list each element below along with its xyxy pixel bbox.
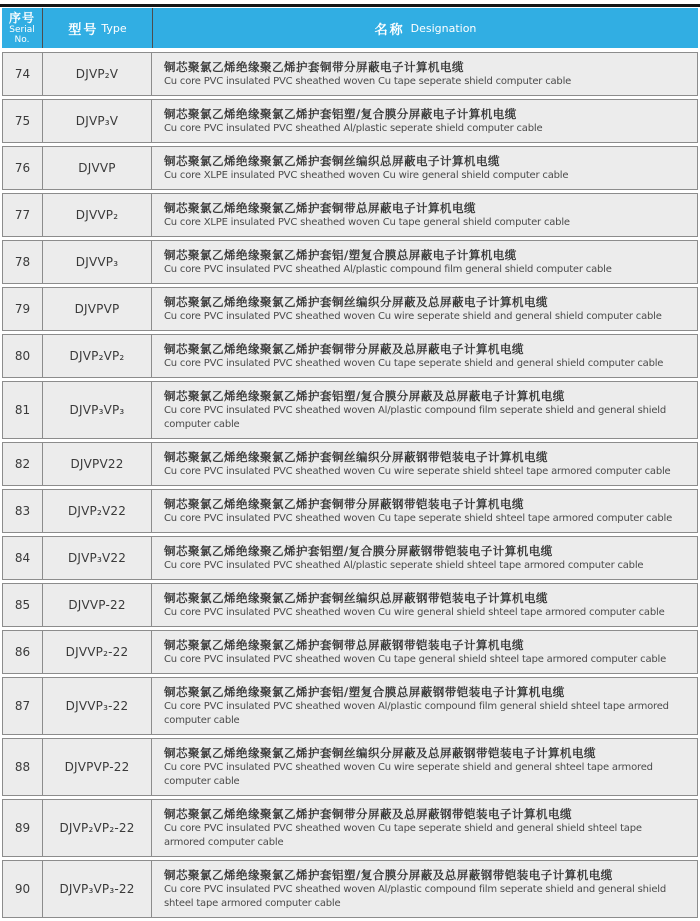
name-english: Cu core PVC insulated PVC sheathed woven Cu tape general shield shteel tape armored computer cable (164, 654, 667, 665)
table-row (2, 99, 698, 143)
serial-cell: 76 (3, 147, 43, 189)
header-name-cn: 名称 (374, 22, 405, 38)
name-english: Cu core PVC insulated PVC sheathed woven Al/plastic compound film seperate shield and general shield shteel tape armored computer cable (164, 884, 666, 909)
type-cell: DJVP₃VP₃ (43, 382, 152, 438)
name-cell (152, 194, 697, 236)
type-cell: DJVVP₂-22 (43, 631, 152, 673)
type-cell: DJVVP₃-22 (43, 678, 152, 734)
name-chinese: 铜芯聚氯乙烯绝缘聚乙烯护套铝塑/复合膜分屏蔽钢带铠装电子计算机电缆 (164, 544, 553, 558)
name-chinese: 铜芯聚氯乙烯绝缘聚氯乙烯护套铝塑/复合膜分屏蔽电子计算机电缆 (164, 107, 517, 121)
serial-cell: 80 (3, 335, 43, 377)
serial-cell: 75 (3, 100, 43, 142)
name-english: Cu core PVC insulated PVC sheathed woven Cu tape seperate shield computer cable (164, 76, 572, 87)
serial-cell: 74 (3, 53, 43, 95)
name-chinese: 铜芯聚氯乙烯绝缘聚氯乙烯护套铜丝编织分屏蔽及总屏蔽电子计算机电缆 (164, 295, 548, 309)
header-serial-col (2, 8, 43, 48)
type-cell: DJVP₂VP₂-22 (43, 800, 152, 856)
type-cell: DJVPV22 (43, 443, 152, 485)
name-english: Cu core PVC insulated PVC sheathed Al/plastic compound film general shield computer cable (164, 264, 612, 275)
header-serial-en2: No. (14, 34, 30, 45)
serial-cell: 87 (3, 678, 43, 734)
type-cell: DJVVP₃ (43, 241, 152, 283)
name-cell (152, 382, 697, 438)
table-row (2, 738, 698, 796)
header-type-cn: 型号 (68, 22, 99, 38)
serial-cell: 82 (3, 443, 43, 485)
name-english: Cu core PVC insulated PVC sheathed woven Al/plastic compound film seperate shield and general shield computer cable (164, 405, 666, 430)
name-cell (152, 241, 697, 283)
table-body (2, 52, 698, 918)
type-cell: DJVP₂VP₂ (43, 335, 152, 377)
header-name-col (153, 8, 698, 48)
header-serial-en1: Serial (9, 24, 35, 35)
table-row (2, 860, 698, 918)
name-chinese: 铜芯聚氯乙烯绝缘聚氯乙烯护套铝/塑复合膜总屏蔽电子计算机电缆 (164, 248, 517, 262)
type-cell: DJVVP (43, 147, 152, 189)
name-cell (152, 631, 697, 673)
type-cell: DJVP₂V22 (43, 490, 152, 532)
table-row (2, 240, 698, 284)
serial-cell: 79 (3, 288, 43, 330)
table-row (2, 146, 698, 190)
table-row (2, 536, 698, 580)
name-chinese: 铜芯聚氯乙烯绝缘聚氯乙烯护套铜带分屏蔽及总屏蔽电子计算机电缆 (164, 342, 524, 356)
name-english: Cu core PVC insulated PVC sheathed woven Cu wire general shield shteel tape armored computer cable (164, 607, 665, 618)
name-chinese: 铜芯聚氯乙烯绝缘聚氯乙烯护套铜带总屏蔽电子计算机电缆 (164, 201, 476, 215)
name-english: Cu core PVC insulated PVC sheathed woven Cu tape seperate shield and general shield shteel tape armored computer cable (164, 823, 642, 848)
name-cell (152, 739, 697, 795)
name-chinese: 铜芯聚氯乙烯绝缘聚氯乙烯护套铜丝编织分屏蔽及总屏蔽钢带铠装电子计算机电缆 (164, 746, 596, 760)
serial-cell: 85 (3, 584, 43, 626)
name-english: Cu core PVC insulated PVC sheathed woven Cu tape seperate shield and general shield computer cable (164, 358, 664, 369)
table-row (2, 193, 698, 237)
name-cell (152, 100, 697, 142)
serial-cell: 89 (3, 800, 43, 856)
table-row (2, 442, 698, 486)
name-chinese: 铜芯聚氯乙烯绝缘聚氯乙烯护套铝/塑复合膜总屏蔽钢带铠装电子计算机电缆 (164, 685, 565, 699)
name-cell (152, 584, 697, 626)
header-serial-cn: 序号 (8, 10, 35, 25)
type-cell: DJVVP-22 (43, 584, 152, 626)
name-cell (152, 537, 697, 579)
name-cell (152, 490, 697, 532)
name-chinese: 铜芯聚氯乙烯绝缘聚氯乙烯护套铜带总屏蔽钢带铠装电子计算机电缆 (164, 638, 524, 652)
name-cell (152, 335, 697, 377)
name-chinese: 铜芯聚氯乙烯绝缘聚氯乙烯护套铜丝编织总屏蔽钢带铠装电子计算机电缆 (164, 591, 548, 605)
table-row (2, 334, 698, 378)
serial-cell: 78 (3, 241, 43, 283)
table-row (2, 630, 698, 674)
serial-cell: 81 (3, 382, 43, 438)
type-cell: DJVP₃V (43, 100, 152, 142)
type-cell: DJVP₃V22 (43, 537, 152, 579)
table-row (2, 287, 698, 331)
name-cell (152, 443, 697, 485)
name-english: Cu core PVC insulated PVC sheathed woven Cu wire seperate shield and general shteel tape armored computer cable (164, 762, 653, 787)
name-chinese: 铜芯聚氯乙烯绝缘聚氯乙烯护套铜带分屏蔽钢带铠装电子计算机电缆 (164, 497, 524, 511)
name-chinese: 铜芯聚氯乙烯绝缘聚氯乙烯护套铜丝编织总屏蔽电子计算机电缆 (164, 154, 500, 168)
name-chinese: 铜芯聚氯乙烯绝缘聚氯乙烯护套铜带分屏蔽及总屏蔽钢带铠装电子计算机电缆 (164, 807, 572, 821)
top-divider (0, 4, 700, 7)
name-chinese: 铜芯聚氯乙烯绝缘聚氯乙烯护套铜丝编织分屏蔽钢带铠装电子计算机电缆 (164, 450, 548, 464)
type-cell: DJVP₂V (43, 53, 152, 95)
name-cell (152, 53, 697, 95)
name-english: Cu core PVC insulated PVC sheathed woven Cu wire seperate shield and general shield computer cable (164, 311, 662, 322)
header-name-en: Designation (410, 21, 477, 35)
table-row (2, 677, 698, 735)
table-row (2, 52, 698, 96)
type-cell: DJVPVP-22 (43, 739, 152, 795)
type-cell: DJVPVP (43, 288, 152, 330)
name-chinese: 铜芯聚氯乙烯绝缘聚乙烯护套铜带分屏蔽电子计算机电缆 (164, 60, 464, 74)
table-row (2, 583, 698, 627)
serial-cell: 77 (3, 194, 43, 236)
serial-cell: 84 (3, 537, 43, 579)
name-cell (152, 800, 697, 856)
name-chinese: 铜芯聚氯乙烯绝缘聚氯乙烯护套铝塑/复合膜分屏蔽及总屏蔽电子计算机电缆 (164, 389, 565, 403)
table-row (2, 799, 698, 857)
serial-cell: 88 (3, 739, 43, 795)
header-type-en: Type (101, 21, 127, 35)
name-chinese: 铜芯聚氯乙烯绝缘聚氯乙烯护套铝塑/复合膜分屏蔽及总屏蔽钢带铠装电子计算机电缆 (164, 868, 613, 882)
name-english: Cu core PVC insulated PVC sheathed Al/plastic seperate shield shteel tape armored computer cable (164, 560, 644, 571)
name-english: Cu core XLPE insulated PVC sheathed woven Cu wire general shield computer cable (164, 170, 569, 181)
name-cell (152, 147, 697, 189)
serial-cell: 86 (3, 631, 43, 673)
header-type-col (43, 8, 153, 48)
name-english: Cu core PVC insulated PVC sheathed Al/plastic seperate shield computer cable (164, 123, 543, 134)
serial-cell: 83 (3, 490, 43, 532)
serial-cell: 90 (3, 861, 43, 917)
name-english: Cu core PVC insulated PVC sheathed woven Cu wire seperate shield shteel tape armored computer cable (164, 466, 671, 477)
type-cell: DJVVP₂ (43, 194, 152, 236)
name-english: Cu core PVC insulated PVC sheathed woven Cu tape seperate shield shteel tape armored computer cable (164, 513, 673, 524)
table-row (2, 489, 698, 533)
table-row (2, 381, 698, 439)
table-header (2, 8, 698, 48)
name-english: Cu core XLPE insulated PVC sheathed woven Cu tape general shield computer cable (164, 217, 570, 228)
name-cell (152, 678, 697, 734)
type-cell: DJVP₃VP₃-22 (43, 861, 152, 917)
name-cell (152, 288, 697, 330)
name-cell (152, 861, 697, 917)
name-english: Cu core PVC insulated PVC sheathed woven Al/plastic compound film general shield shteel tape armored computer cable (164, 701, 669, 726)
